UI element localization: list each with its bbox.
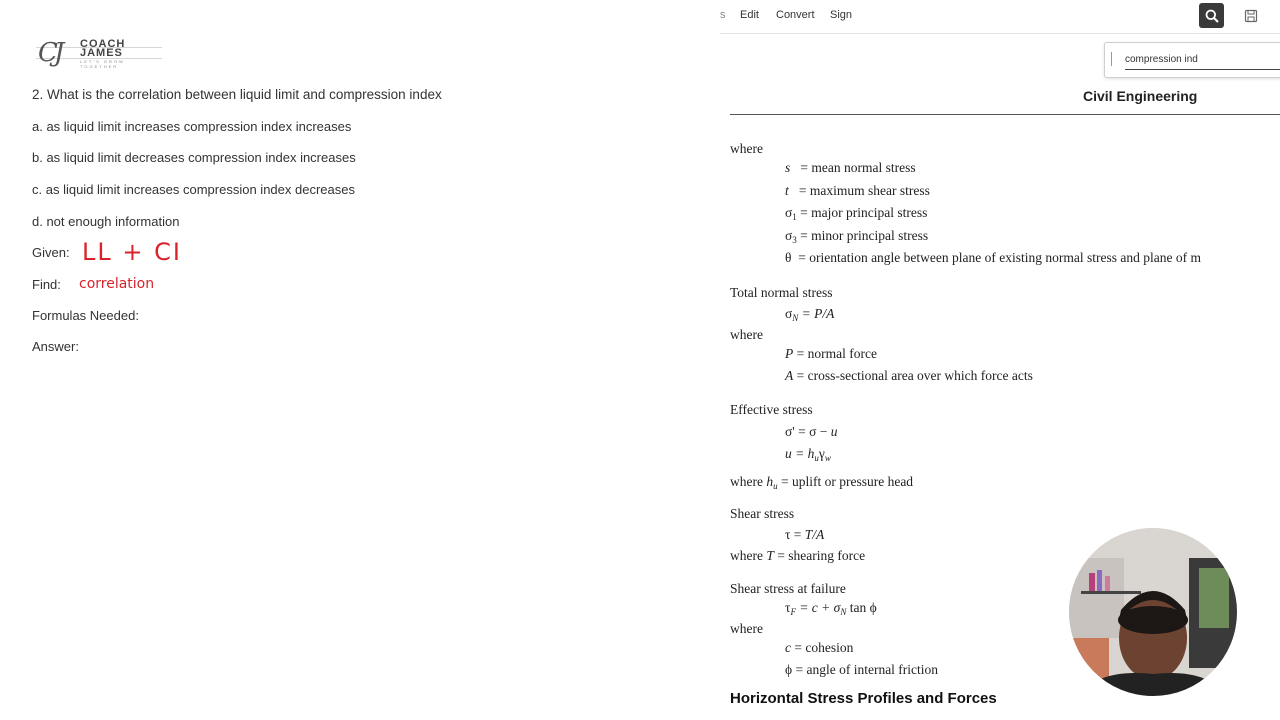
shear-stress-heading: Shear stress [730,506,795,521]
menu-edit[interactable]: Edit [740,9,759,21]
answer-label: Answer: [32,339,79,354]
search-button[interactable] [1199,3,1224,28]
find-handwriting: correlation [79,276,155,292]
option-b: b. as liquid limit decreases compression index increases [32,150,356,165]
menu-convert[interactable]: Convert [776,9,815,21]
eq-shear-failure: $\tau_F = c + \sigma_N$ tan ϕ [785,600,877,617]
save-button[interactable] [1238,3,1263,28]
where-label-2: where [730,327,763,342]
def-phi: ϕ = angle of internal friction [785,662,939,677]
save-icon [1244,9,1258,23]
find-label: Find: [32,277,61,292]
def-sigma3: $\sigma_3$ = minor principal stress [785,228,929,245]
option-a: a. as liquid limit increases compression index increases [32,119,352,134]
def-t: t = maximum shear stress [785,183,930,198]
effective-stress-heading: Effective stress [730,402,813,417]
where-label-3: where [730,621,763,636]
def-A: A = cross-sectional area over which force acts [785,368,1033,383]
menu-sign[interactable]: Sign [830,9,853,21]
def-T: where T = shearing force [730,548,866,563]
shear-failure-heading: Shear stress at failure [730,581,846,596]
def-P: P = normal force [785,346,877,361]
menu-item-clipped[interactable]: s [720,9,726,21]
def-sigma1: $\sigma_1$ = major principal stress [785,205,928,222]
def-s: s = mean normal stress [785,160,916,175]
coach-james-logo: CJ COACH JAMES LET'S GROW TOGETHER [36,38,162,66]
search-icon [1205,9,1219,23]
search-value: compression ind [1125,54,1198,65]
title-divider [730,114,1280,115]
given-handwriting: LL + CI [82,238,182,266]
viewer-toolbar [720,0,1280,34]
def-hu: where $h_u$ = uplift or pressure head [730,474,914,491]
question-text: 2. What is the correlation between liquid limit and compression index [32,87,442,102]
total-normal-stress-heading: Total normal stress [730,285,833,300]
def-theta: θ = orientation angle between plane of existing normal stress and plane of m [785,250,1201,265]
where-label: where [730,141,763,156]
eq-pore-pressure: $u = h_u\gamma_w$ [785,446,831,463]
eq-effective-stress: σ' = σ − u [785,424,838,439]
document-title: Civil Engineering [1083,88,1198,104]
given-label: Given: [32,245,70,260]
eq-shear-stress: τ = T/A [785,527,825,542]
section-heading: Horizontal Stress Profiles and Forces [730,690,997,707]
def-c: c = cohesion [785,640,854,655]
option-d: d. not enough information [32,214,180,229]
eq-sigma-n: $\sigma_N = P/A$ [785,306,835,323]
search-field[interactable] [1104,42,1280,78]
option-c: c. as liquid limit increases compression index decreases [32,182,355,197]
webcam-presenter [1069,528,1237,696]
formulas-label: Formulas Needed: [32,308,139,323]
